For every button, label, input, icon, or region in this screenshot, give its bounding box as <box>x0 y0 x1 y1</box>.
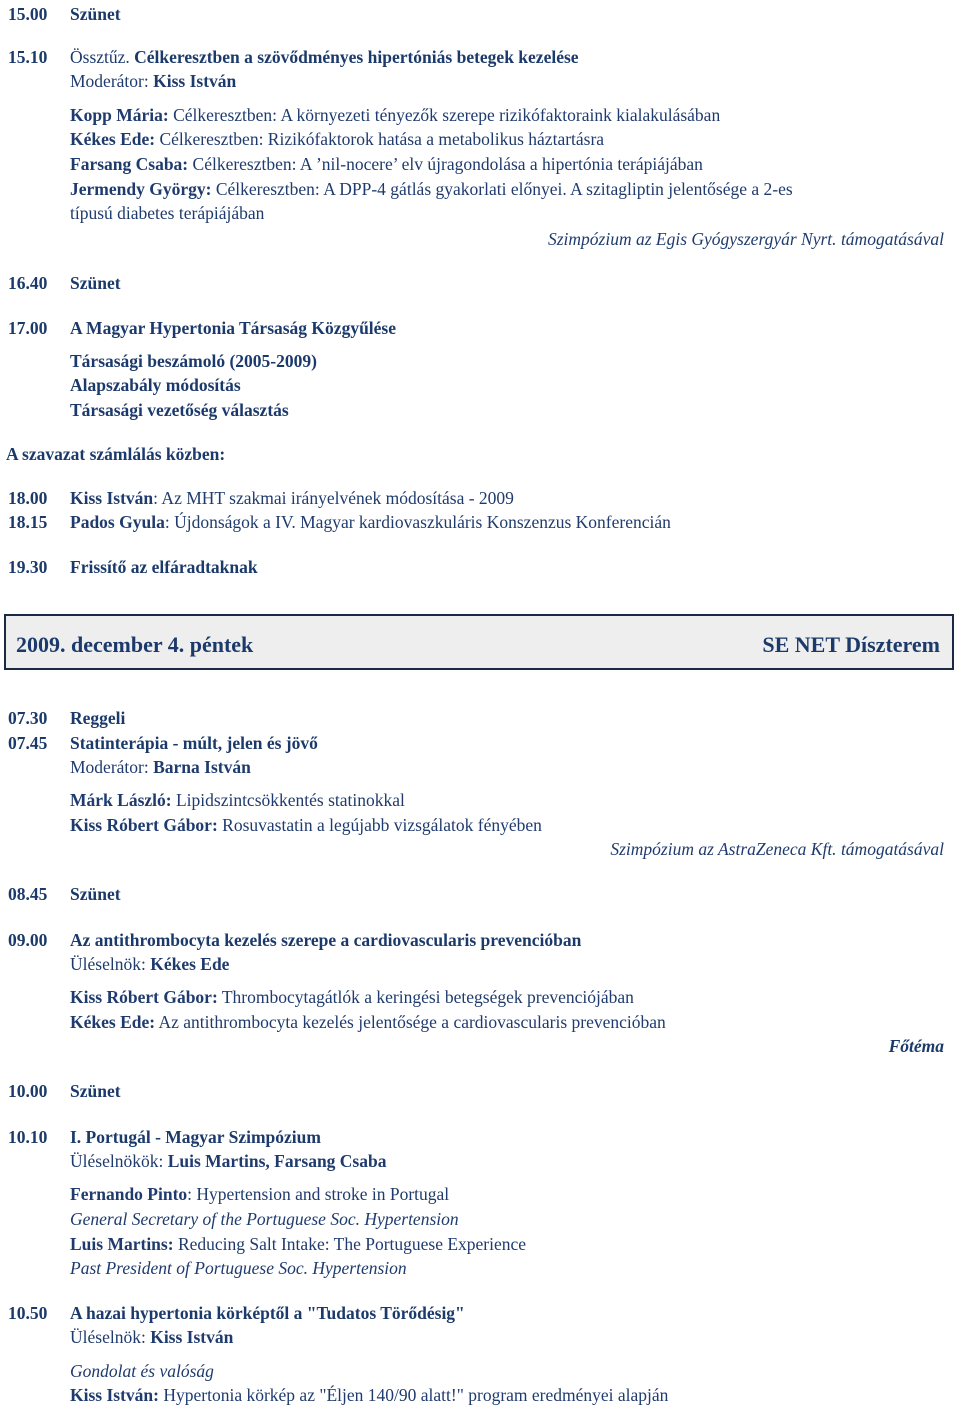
session-title: A Magyar Hypertonia Társaság Közgyűlése <box>70 318 397 338</box>
time-15-10: 15.10 <box>8 47 48 67</box>
talk-line: Kiss István: Az MHT szakmai irányelvének módosítása - 2009 <box>70 488 514 508</box>
main-topic-label: Főtéma <box>888 1036 944 1056</box>
talk-line: Fernando Pinto: Hypertension and stroke in Portugal <box>70 1184 450 1204</box>
time-15-00: 15.00 <box>8 4 48 24</box>
talk-line: Pados Gyula: Újdonságok a IV. Magyar kardiovaszkuláris Konszenzus Konferencián <box>70 512 671 532</box>
time-10-10: 10.10 <box>8 1127 48 1147</box>
talk-line: Kopp Mária: Célkeresztben: A környezeti tényezők szerepe rizikófaktoraink kialakulásában <box>70 105 721 125</box>
time-16-40: 16.40 <box>8 273 48 293</box>
day-venue: SE NET Díszterem <box>762 632 940 657</box>
time-08-45: 08.45 <box>8 884 48 904</box>
moderator-line: Moderátor: Barna István <box>70 757 251 777</box>
session-title: Statinterápia - múlt, jelen és jövő <box>70 733 318 753</box>
time-19-30: 19.30 <box>8 557 48 577</box>
talk-line-continued: típusú diabetes terápiájában <box>70 203 265 223</box>
chairs-line: Üléselnökök: Luis Martins, Farsang Csaba <box>70 1151 387 1171</box>
sponsor-note: Szimpózium az Egis Gyógyszergyár Nyrt. támogatásával <box>547 229 944 249</box>
talk-line: Jermendy György: Célkeresztben: A DPP-4 gátlás gyakorlati előnyei. A szitagliptin jelentősége a 2-es <box>70 179 793 199</box>
session-break: Szünet <box>70 1081 121 1101</box>
session-title: Frissítő az elfáradtaknak <box>70 557 258 577</box>
talk-line: Kiss István: Hypertonia körkép az "Éljen 140/90 alatt!" program eredményei alapján <box>70 1385 669 1405</box>
time-10-50: 10.50 <box>8 1303 48 1323</box>
agenda-item: Alapszabály módosítás <box>70 375 241 395</box>
talk-line: Kiss Róbert Gábor: Rosuvastatin a legújabb vizsgálatok fényében <box>70 815 542 835</box>
chair-line: Üléselnök: Kékes Ede <box>70 954 230 974</box>
moderator-line: Moderátor: Kiss István <box>70 71 237 91</box>
time-17-00: 17.00 <box>8 318 48 338</box>
talk-line: Márk László: Lipidszintcsökkentés statinokkal <box>70 790 405 810</box>
time-18-15: 18.15 <box>8 512 48 532</box>
time-18-00: 18.00 <box>8 488 48 508</box>
agenda-item: Társasági vezetőség választás <box>70 400 289 420</box>
counting-heading: A szavazat számlálás közben: <box>6 444 226 464</box>
day-date: 2009. december 4. péntek <box>16 632 254 657</box>
time-10-00: 10.00 <box>8 1081 48 1101</box>
session-title: Az antithrombocyta kezelés szerepe a cardiovascularis prevencióban <box>70 930 582 950</box>
session-title: Össztűz. Célkeresztben a szövődményes hipertóniás betegek kezelése <box>70 47 579 67</box>
time-07-45: 07.45 <box>8 733 48 753</box>
talk-line: Kékes Ede: Az antithrombocyta kezelés jelentősége a cardiovascularis prevencióban <box>70 1012 666 1032</box>
talk-line: Farsang Csaba: Célkeresztben: A ’nil-nocere’ elv újragondolása a hipertónia terápiájában <box>70 154 703 174</box>
session-break: Szünet <box>70 884 121 904</box>
chair-line: Üléselnök: Kiss István <box>70 1327 234 1347</box>
talk-line: Kiss Róbert Gábor: Thrombocytagátlók a keringési betegségek prevenciójában <box>70 987 634 1007</box>
session-break: Szünet <box>70 273 121 293</box>
time-07-30: 07.30 <box>8 708 48 728</box>
agenda-item: Társasági beszámoló (2005-2009) <box>70 351 317 371</box>
subtitle: Gondolat és valóság <box>70 1361 214 1381</box>
day-header <box>4 614 954 670</box>
time-09-00: 09.00 <box>8 930 48 950</box>
sponsor-note: Szimpózium az AstraZeneca Kft. támogatásával <box>610 839 944 859</box>
session-break: Szünet <box>70 4 121 24</box>
talk-line: Luis Martins: Reducing Salt Intake: The Portuguese Experience <box>70 1234 527 1254</box>
speaker-role: Past President of Portuguese Soc. Hypertension <box>70 1258 407 1278</box>
speaker-role: General Secretary of the Portuguese Soc. Hypertension <box>70 1209 459 1229</box>
session-title: Reggeli <box>70 708 126 728</box>
session-title: I. Portugál - Magyar Szimpózium <box>70 1127 321 1147</box>
session-title: A hazai hypertonia körképtől a "Tudatos Törődésig" <box>70 1303 465 1323</box>
talk-line: Kékes Ede: Célkeresztben: Rizikófaktorok hatása a metabolikus háztartásra <box>70 129 605 149</box>
